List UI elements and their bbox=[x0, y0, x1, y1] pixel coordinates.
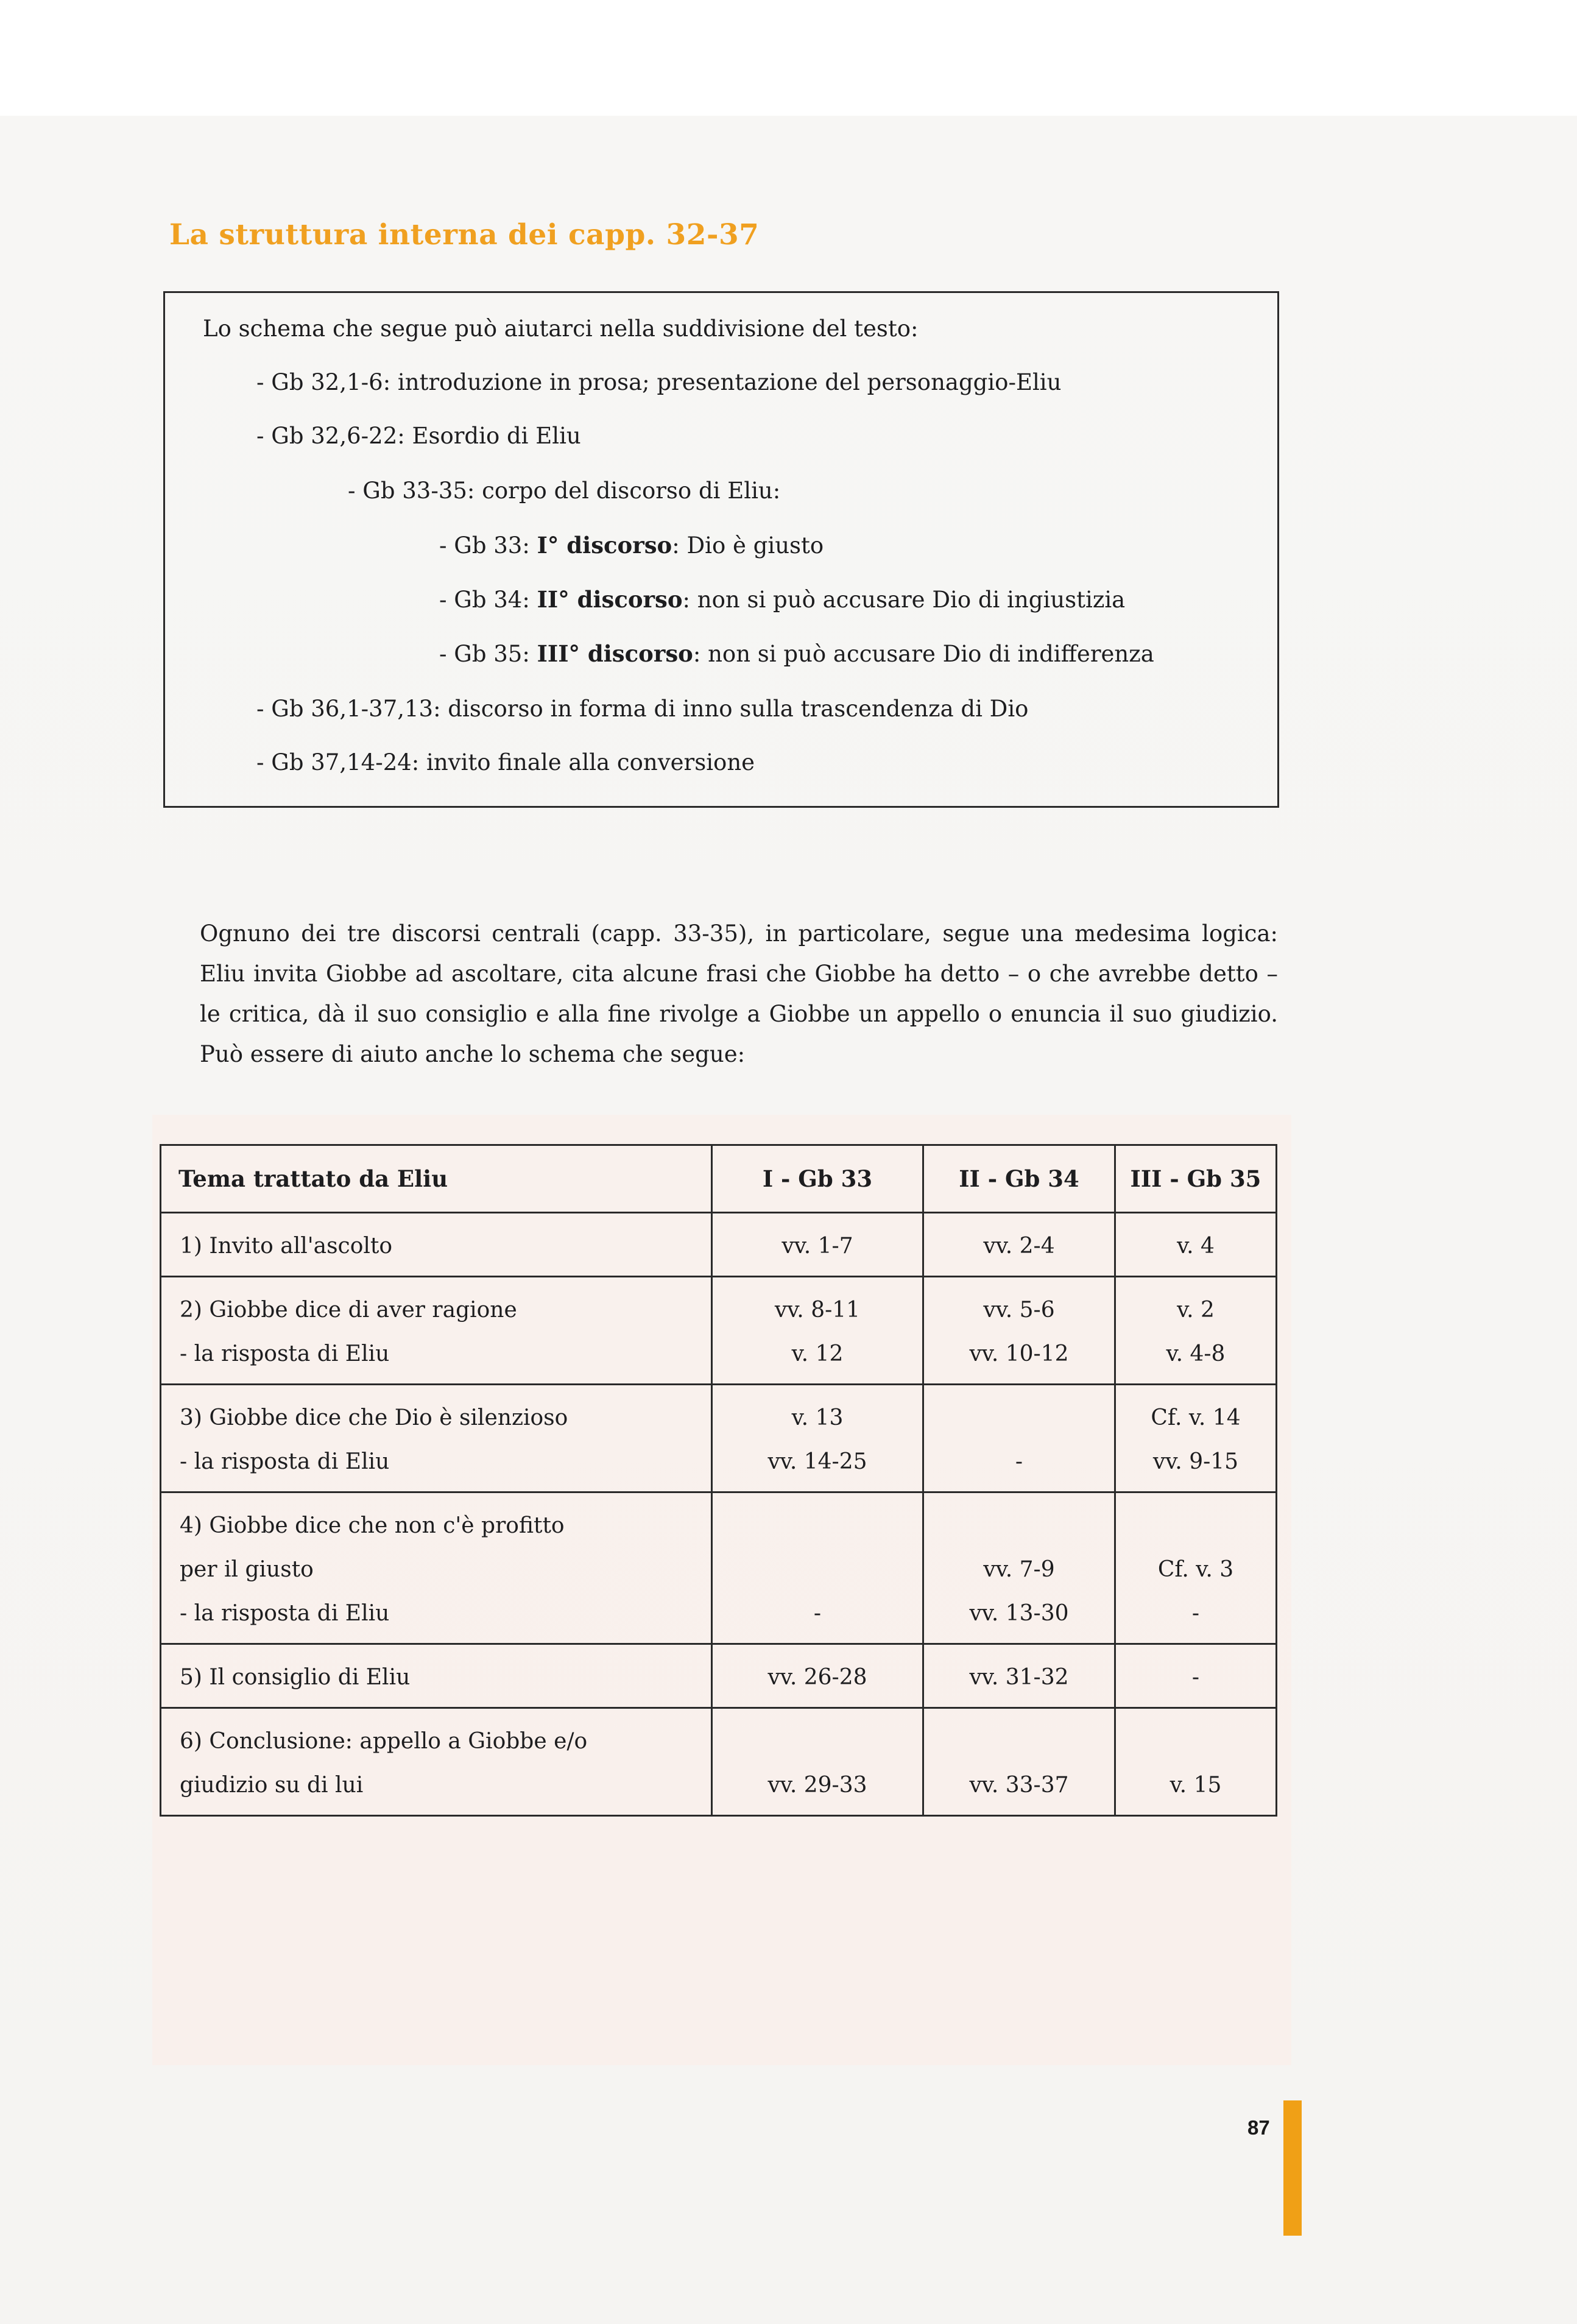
theme-cell bbox=[161, 1708, 712, 1816]
cell-text: - bbox=[1191, 1601, 1200, 1626]
cell-text: v. 4-8 bbox=[1166, 1341, 1226, 1366]
schema-item bbox=[439, 588, 1125, 611]
gb35-cell bbox=[1115, 1213, 1277, 1277]
schema-item bbox=[256, 425, 581, 447]
theme-cell bbox=[161, 1492, 712, 1644]
gb34-cell bbox=[923, 1385, 1115, 1492]
theme-cell bbox=[161, 1277, 712, 1385]
schema-item bbox=[256, 371, 1061, 394]
cell-text: v. 15 bbox=[1170, 1773, 1222, 1798]
cell-text: vv. 7-9 bbox=[983, 1557, 1055, 1582]
schema-item-text: - Gb 33: bbox=[439, 532, 537, 559]
schema-item-text: - Gb 32,6-22: Esordio di Eliu bbox=[256, 423, 581, 449]
discourse-table bbox=[160, 1144, 1277, 1817]
cell-text: vv. 2-4 bbox=[983, 1234, 1055, 1259]
table-row bbox=[161, 1213, 1277, 1277]
cell-text: vv. 26-28 bbox=[767, 1665, 867, 1690]
body-paragraph: Ognuno dei tre discorsi centrali (capp. 33-35), in particolare, segue una medesima logica: Eliu invita Giobbe ad ascoltare, cita alcune frasi che Giobbe ha detto – o che avrebbe detto – le critica, dà il suo consiglio e alla fine rivolge a Giobbe un appello o enuncia il suo giudizio. Può essere di aiuto anche lo schema che segue: bbox=[200, 920, 1278, 1067]
cell-text: - la risposta di Eliu bbox=[180, 1341, 390, 1366]
cell-text: - bbox=[1015, 1449, 1023, 1474]
gb35-cell bbox=[1115, 1644, 1277, 1708]
schema-item-text: - Gb 36,1-37,13: discorso in forma di inno sulla trascendenza di Dio bbox=[256, 696, 1029, 722]
gb33-cell bbox=[712, 1213, 923, 1277]
schema-item bbox=[439, 640, 1154, 667]
cell-text: vv. 8-11 bbox=[774, 1298, 861, 1323]
cell-text: vv. 5-6 bbox=[983, 1298, 1055, 1323]
cell-text: vv. 1-7 bbox=[781, 1234, 853, 1259]
gb35-cell bbox=[1115, 1708, 1277, 1816]
cell-text bbox=[1116, 1504, 1275, 1548]
cell-text: 2) Giobbe dice di aver ragione bbox=[180, 1298, 517, 1323]
schema-item bbox=[256, 751, 755, 774]
cell-text: 3) Giobbe dice che Dio è silenzioso bbox=[180, 1405, 568, 1430]
column-header: II - Gb 34 bbox=[923, 1145, 1115, 1213]
section-title: La struttura interna dei capp. 32-37 bbox=[169, 218, 760, 252]
schema-item-text: - Gb 34: bbox=[439, 587, 537, 613]
cell-text: vv. 9-15 bbox=[1152, 1449, 1239, 1474]
gb35-cell bbox=[1115, 1492, 1277, 1644]
column-header: Tema trattato da Eliu bbox=[161, 1145, 712, 1213]
cell-text: - la risposta di Eliu bbox=[180, 1449, 390, 1474]
cell-text bbox=[924, 1720, 1114, 1764]
cell-text: vv. 13-30 bbox=[969, 1601, 1069, 1626]
cell-text: - bbox=[813, 1601, 822, 1626]
cell-text bbox=[713, 1548, 922, 1592]
schema-item-text: : Dio è giusto bbox=[672, 532, 824, 559]
schema-item-text: - Gb 37,14-24: invito finale alla conversione bbox=[256, 749, 755, 775]
schema-item bbox=[256, 698, 1028, 720]
cell-text: - la risposta di Eliu bbox=[180, 1601, 390, 1626]
cell-text: vv. 10-12 bbox=[969, 1341, 1069, 1366]
schema-item-text: - Gb 33-35: corpo del discorso di Eliu: bbox=[348, 478, 781, 504]
gb34-cell bbox=[923, 1277, 1115, 1385]
schema-item bbox=[439, 534, 824, 557]
table-row bbox=[161, 1644, 1277, 1708]
cell-text: v. 2 bbox=[1177, 1298, 1215, 1323]
gb34-cell bbox=[923, 1644, 1115, 1708]
cell-text: v. 13 bbox=[791, 1405, 844, 1430]
cell-text: vv. 14-25 bbox=[767, 1449, 867, 1474]
gb35-cell bbox=[1115, 1385, 1277, 1492]
cell-text: 5) Il consiglio di Eliu bbox=[180, 1665, 411, 1690]
cell-text bbox=[713, 1720, 922, 1764]
gb33-cell bbox=[712, 1277, 923, 1385]
gb34-cell bbox=[923, 1213, 1115, 1277]
schema-box bbox=[163, 291, 1279, 808]
cell-text bbox=[1116, 1720, 1275, 1764]
discourse-label: I° discorso bbox=[537, 532, 672, 559]
cell-text: vv. 29-33 bbox=[767, 1773, 867, 1798]
top-margin bbox=[0, 0, 1577, 116]
column-header: III - Gb 35 bbox=[1115, 1145, 1277, 1213]
discourse-label: III° discorso bbox=[537, 640, 693, 667]
page-accent-bar bbox=[1283, 2100, 1302, 2236]
theme-cell bbox=[161, 1213, 712, 1277]
cell-text bbox=[924, 1504, 1114, 1548]
gb35-cell bbox=[1115, 1277, 1277, 1385]
gb34-cell bbox=[923, 1708, 1115, 1816]
schema-item-text: : non si può accusare Dio di indifferenza bbox=[693, 641, 1154, 667]
gb33-cell bbox=[712, 1644, 923, 1708]
cell-text: v. 12 bbox=[791, 1341, 844, 1366]
discourse-label: II° discorso bbox=[537, 586, 683, 613]
cell-text: v. 4 bbox=[1177, 1234, 1215, 1259]
page-number: 87 bbox=[1247, 2116, 1270, 2139]
cell-text: - bbox=[1191, 1665, 1200, 1690]
schema-item-text: - Gb 32,1-6: introduzione in prosa; presentazione del personaggio-Eliu bbox=[256, 369, 1062, 395]
gb33-cell bbox=[712, 1385, 923, 1492]
schema-item-text: : non si può accusare Dio di ingiustizia bbox=[682, 587, 1126, 613]
cell-text: giudizio su di lui bbox=[180, 1773, 364, 1798]
theme-cell bbox=[161, 1385, 712, 1492]
cell-text: Cf. v. 3 bbox=[1157, 1557, 1234, 1582]
table-row bbox=[161, 1277, 1277, 1385]
column-header: I - Gb 33 bbox=[712, 1145, 923, 1213]
cell-text: vv. 31-32 bbox=[969, 1665, 1069, 1690]
cell-text: per il giusto bbox=[180, 1557, 314, 1582]
table-row bbox=[161, 1492, 1277, 1644]
theme-cell bbox=[161, 1644, 712, 1708]
table-row bbox=[161, 1385, 1277, 1492]
table-row bbox=[161, 1708, 1277, 1816]
cell-text bbox=[713, 1504, 922, 1548]
gb34-cell bbox=[923, 1492, 1115, 1644]
cell-text: 6) Conclusione: appello a Giobbe e/o bbox=[180, 1729, 588, 1754]
table-header-row bbox=[161, 1145, 1277, 1213]
schema-item bbox=[348, 479, 780, 502]
schema-intro: Lo schema che segue può aiutarci nella suddivisione del testo: bbox=[203, 316, 919, 342]
schema-item-text: - Gb 35: bbox=[439, 641, 537, 667]
cell-text: Cf. v. 14 bbox=[1151, 1405, 1241, 1430]
cell-text bbox=[924, 1396, 1114, 1440]
cell-text: vv. 33-37 bbox=[969, 1773, 1069, 1798]
gb33-cell bbox=[712, 1492, 923, 1644]
cell-text: 1) Invito all'ascolto bbox=[180, 1234, 393, 1259]
cell-text: 4) Giobbe dice che non c'è profitto bbox=[180, 1513, 565, 1538]
gb33-cell bbox=[712, 1708, 923, 1816]
